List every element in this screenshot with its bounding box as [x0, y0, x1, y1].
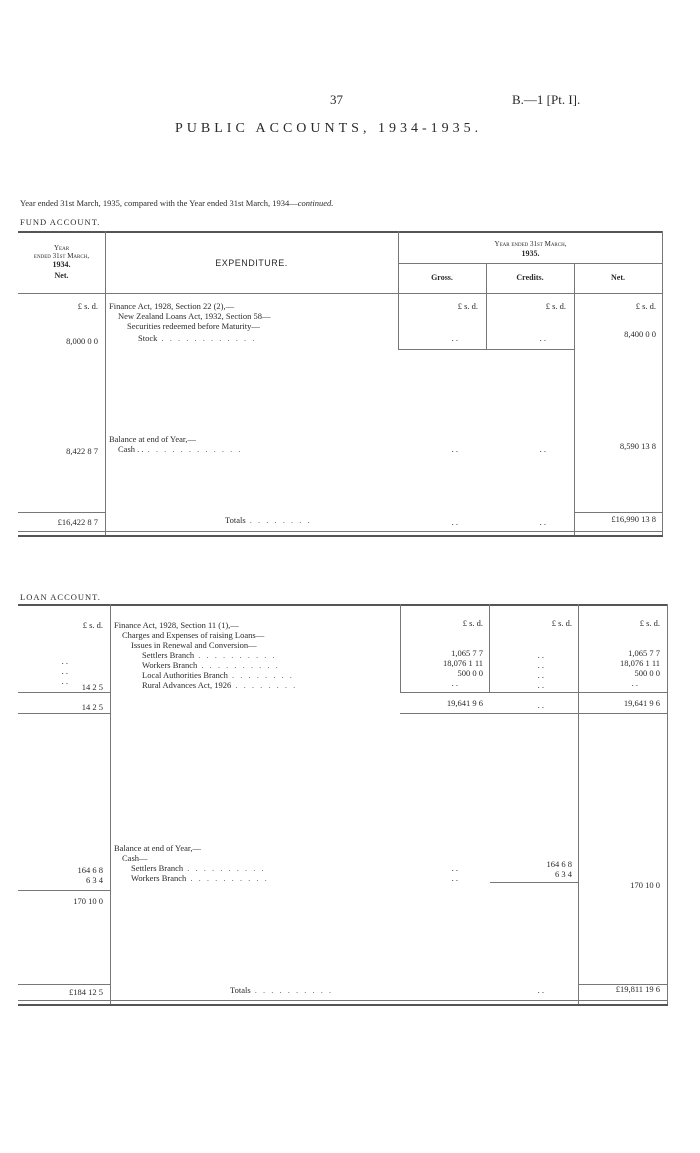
intro-text: Year ended 31st March, 1935, compared with the Year ended 31st March, 1934— [20, 198, 298, 208]
leader-dots: . . . . . . . . . . . . [157, 333, 257, 343]
loan-line-cash-settlers: Settlers Branch [131, 863, 184, 873]
intro-continued: continued. [297, 198, 334, 208]
loan-net-rural: . . [631, 678, 638, 688]
loan-prev-cash-total: 170 10 0 [73, 896, 103, 906]
fund-rule [574, 512, 662, 513]
loan-totals-label: Totals [230, 985, 251, 995]
leader-dots: . . . . . . . . . . [183, 863, 266, 873]
loan-line: Finance Act, 1928, Section 11 (1),— [114, 620, 239, 630]
fund-col-gross: Gross. [431, 273, 453, 282]
fund-totals-label: Totals [225, 515, 246, 525]
fund-line [118, 444, 243, 454]
loan-line: Balance at end of Year,— [114, 843, 201, 853]
page-number: 37 [330, 92, 343, 107]
fund-line-cash: Cash . . [118, 444, 144, 454]
fund-col-year-1935-line2: 1935. [521, 249, 540, 258]
fund-col-year-line2: ended 31st March, [33, 252, 90, 260]
fund-net-total: £16,990 13 8 [611, 514, 656, 524]
loan-rule [18, 984, 110, 985]
fund-account-label: FUND ACCOUNT. [20, 217, 101, 227]
loan-line [230, 985, 333, 995]
loan-prev-subtotal: 14 2 5 [81, 702, 103, 712]
loan-gross-cash-workers: . . [451, 873, 458, 883]
loan-line-cash-workers: Workers Branch [131, 873, 187, 883]
loan-prev-cash-workers: 6 3 4 [86, 875, 103, 885]
loan-prev-workers: . . [61, 666, 68, 676]
loan-credits-total: . . [537, 985, 544, 995]
fund-credits-cash: . . [539, 444, 546, 454]
loan-gross-cash-settlers: . . [451, 863, 458, 873]
fund-line: Finance Act, 1928, Section 22 (2),— [109, 301, 235, 311]
loan-net-total: £19,811 19 6 [615, 984, 660, 994]
loan-col-divider [110, 604, 111, 1004]
fund-col-net: Net. [611, 273, 625, 282]
loan-gross-settlers: 1,065 7 7 [451, 648, 483, 658]
fund-units: £ s. d. [77, 301, 98, 311]
intro-line [20, 198, 333, 208]
fund-rule [18, 512, 105, 513]
fund-top-rule [18, 231, 663, 233]
loan-rule [18, 713, 110, 714]
loan-rule [578, 713, 667, 714]
loan-line-rural: Rural Advances Act, 1926 [142, 680, 232, 690]
fund-bottom-rule [18, 531, 663, 532]
fund-gross-stock: . . [451, 333, 458, 343]
leader-dots: . . . . . . . . . . [250, 985, 334, 995]
loan-net-subtotal: 19,641 9 6 [623, 698, 660, 708]
page-title: PUBLIC ACCOUNTS, 1934-1935. [175, 121, 483, 136]
loan-top-rule [18, 604, 668, 606]
leader-dots: . . . . . . . . . . [194, 650, 277, 660]
fund-line: Securities redeemed before Maturity— [127, 321, 260, 331]
loan-rule [18, 890, 110, 891]
loan-line: Cash— [122, 853, 148, 863]
loan-gross-workers: 18,076 1 11 [442, 658, 483, 668]
loan-prev-settlers: . . [61, 656, 68, 666]
loan-account-label: LOAN ACCOUNT. [20, 592, 101, 602]
fund-right-edge [662, 231, 663, 536]
loan-line: Charges and Expenses of raising Loans— [122, 630, 265, 640]
loan-line [142, 650, 277, 660]
loan-credits-local: . . [537, 670, 544, 680]
fund-units: £ s. d. [635, 301, 656, 311]
leader-dots: . . . . . . . . . . . . [143, 444, 243, 454]
loan-line [142, 670, 294, 680]
loan-prev-total: £184 12 5 [69, 987, 103, 997]
leader-dots: . . . . . . . . [231, 680, 298, 690]
fund-prev-stock: 8,000 0 0 [66, 336, 98, 346]
loan-prev-local: . . [61, 676, 68, 686]
loan-net-settlers: 1,065 7 7 [628, 648, 660, 658]
document-reference: B.—1 [Pt. I]. [512, 92, 581, 107]
loan-gross-rural: . . [451, 678, 458, 688]
loan-credits-workers: . . [537, 660, 544, 670]
fund-gross-total: . . [451, 517, 458, 527]
fund-bottom-rule [18, 535, 663, 537]
fund-col-credits: Credits. [516, 273, 544, 282]
fund-units: £ s. d. [457, 301, 478, 311]
loan-credits-settlers: . . [537, 650, 544, 660]
fund-col-divider [105, 231, 106, 536]
fund-line [225, 515, 312, 525]
leader-dots: . . . . . . . . [227, 670, 294, 680]
loan-right-edge [667, 604, 668, 1004]
fund-col-expenditure: EXPENDITURE. [215, 258, 288, 268]
fund-col-year-line1: Year [53, 244, 70, 252]
fund-line-stock: Stock [138, 333, 158, 343]
loan-net-local: 500 0 0 [634, 668, 660, 678]
fund-gross-cash: . . [451, 444, 458, 454]
loan-rule [18, 692, 110, 693]
loan-rule [400, 692, 578, 693]
loan-units: £ s. d. [551, 618, 572, 628]
fund-line [138, 333, 256, 343]
loan-line-local: Local Authorities Branch [142, 670, 228, 680]
fund-units: £ s. d. [545, 301, 566, 311]
fund-header-rule [18, 293, 663, 294]
fund-rule [398, 349, 574, 350]
loan-line [142, 660, 280, 670]
loan-line-workers: Workers Branch [142, 660, 198, 670]
loan-line: Issues in Renewal and Conversion— [131, 640, 257, 650]
loan-net-cash: 170 10 0 [630, 880, 660, 890]
loan-prev-cash-settlers: 164 6 8 [77, 865, 103, 875]
loan-line [142, 680, 297, 690]
fund-credits-stock: . . [539, 333, 546, 343]
loan-line [131, 873, 269, 883]
loan-units: £ s. d. [639, 618, 660, 628]
loan-credits-subtotal: . . [537, 700, 544, 710]
leader-dots: . . . . . . . . . . [197, 660, 280, 670]
loan-line-settlers: Settlers Branch [142, 650, 195, 660]
loan-units: £ s. d. [462, 618, 483, 628]
loan-gross-local: 500 0 0 [457, 668, 483, 678]
leader-dots: . . . . . . . . [245, 515, 312, 525]
fund-prev-total: £16,422 8 7 [57, 517, 98, 527]
loan-units: £ s. d. [82, 620, 103, 630]
fund-subheader-rule [398, 263, 663, 264]
loan-rule [578, 692, 667, 693]
loan-credits-cash-settlers: 164 6 8 [546, 859, 572, 869]
fund-col-year-line3: 1934. [52, 260, 71, 269]
fund-line: New Zealand Loans Act, 1932, Section 58— [118, 311, 271, 321]
loan-rule [400, 713, 578, 714]
fund-net-stock: 8,400 0 0 [624, 329, 656, 339]
loan-bottom-rule [18, 1004, 668, 1006]
loan-rule [490, 882, 578, 883]
loan-gross-subtotal: 19,641 9 6 [446, 698, 483, 708]
fund-col-year-1935-line1: Year ended 31st March, [494, 240, 567, 248]
fund-line: Balance at end of Year,— [109, 434, 196, 444]
loan-prev-rural: 14 2 5 [81, 682, 103, 692]
fund-col-year-net: Net. [54, 271, 69, 280]
leader-dots: . . . . . . . . . . [186, 873, 269, 883]
fund-net-cash: 8,590 13 8 [619, 441, 656, 451]
loan-credits-rural: . . [537, 680, 544, 690]
fund-credits-total: . . [539, 517, 546, 527]
fund-prev-cash: 8,422 8 7 [66, 446, 98, 456]
loan-line [131, 863, 266, 873]
loan-credits-cash-workers: 6 3 4 [555, 869, 572, 879]
loan-bottom-rule [18, 1000, 668, 1001]
loan-net-workers: 18,076 1 11 [619, 658, 660, 668]
